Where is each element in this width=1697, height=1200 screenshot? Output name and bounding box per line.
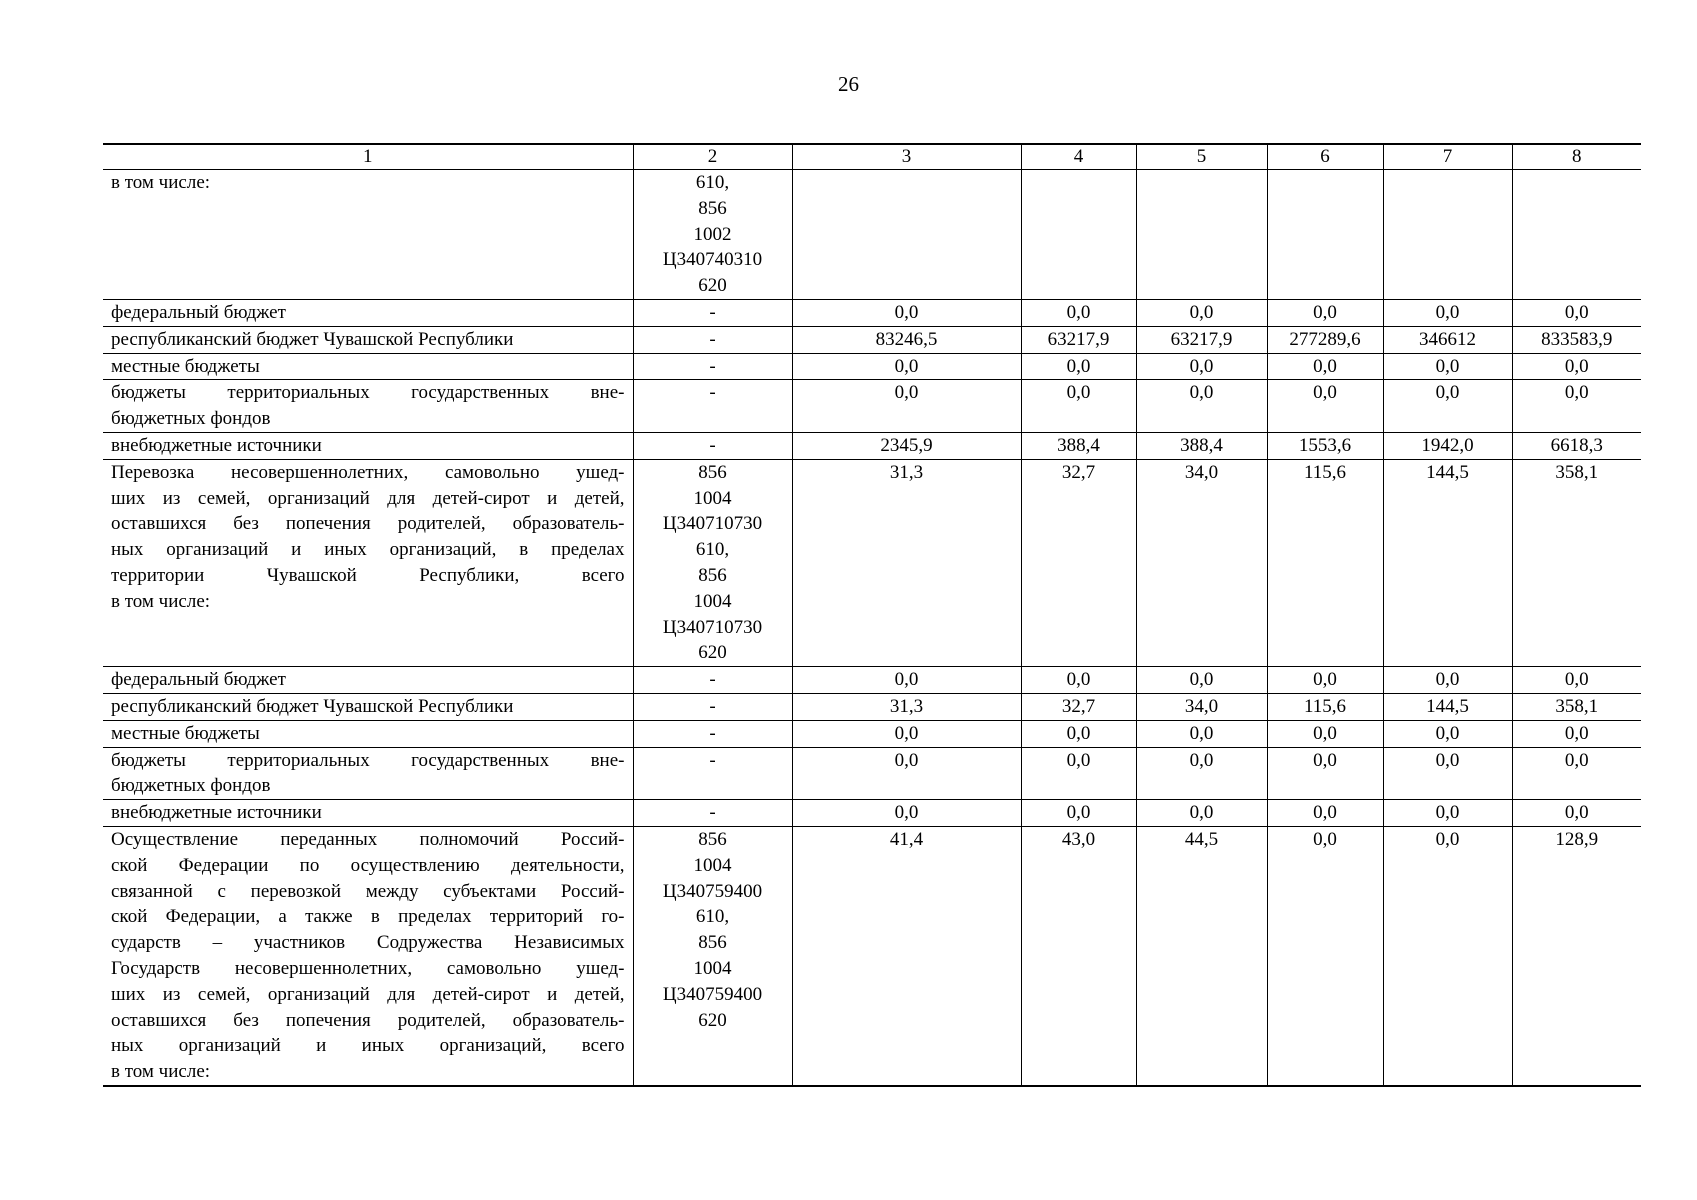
value-cell-col-8: 0,0 (1512, 747, 1641, 800)
row-label-cell (103, 800, 633, 827)
value-cell-col-3: 83246,5 (792, 326, 1021, 353)
row-label-line: сударств – участников Содружества Независимых (111, 932, 625, 954)
value-cell-col-3: 0,0 (792, 720, 1021, 747)
table-row (103, 326, 1641, 353)
budget-code-line: - (709, 749, 716, 771)
value-cell-col-4: 0,0 (1021, 380, 1136, 433)
value-cell-col-8: 0,0 (1512, 299, 1641, 326)
value-cell-col-4: 0,0 (1021, 299, 1136, 326)
value-cell-col-7: 1942,0 (1383, 432, 1512, 459)
value-cell-col-7 (1383, 170, 1512, 300)
column-header: 8 (1512, 144, 1641, 170)
column-header: 6 (1267, 144, 1383, 170)
value-cell-col-4: 43,0 (1021, 826, 1136, 1085)
budget-code-line: 1004 (693, 487, 732, 509)
value-cell-col-6: 0,0 (1267, 747, 1383, 800)
table-row (103, 380, 1641, 433)
value-cell-col-6: 0,0 (1267, 667, 1383, 694)
value-cell-col-7: 0,0 (1383, 299, 1512, 326)
value-cell-col-4 (1021, 170, 1136, 300)
value-cell-col-3: 31,3 (792, 693, 1021, 720)
budget-code-line: 620 (698, 642, 727, 664)
budget-code-line: 856 (698, 932, 727, 954)
value-cell-col-5: 0,0 (1136, 800, 1267, 827)
row-label-line: бюджетных фондов (111, 775, 271, 797)
row-label-line: ской Федерации, а также в пределах территорий го- (111, 906, 625, 928)
row-label-line: республиканский бюджет Чувашской Республики (111, 328, 514, 350)
value-cell-col-8: 0,0 (1512, 720, 1641, 747)
value-cell-col-6: 0,0 (1267, 380, 1383, 433)
value-cell-col-3: 31,3 (792, 459, 1021, 666)
budget-code-line: 1004 (693, 957, 732, 979)
budget-code-line: Ц340710730 (662, 513, 763, 535)
column-header: 1 (103, 144, 633, 170)
value-cell-col-4: 388,4 (1021, 432, 1136, 459)
budget-code-line: Ц340710730 (662, 616, 763, 638)
row-label-line: республиканский бюджет Чувашской Республики (111, 695, 514, 717)
budget-code-line: - (709, 802, 716, 824)
budget-code-cell (633, 326, 792, 353)
value-cell-col-8: 128,9 (1512, 826, 1641, 1085)
value-cell-col-7: 144,5 (1383, 459, 1512, 666)
row-label-line: ской Федерации по осуществлению деятельности, (111, 854, 625, 876)
budget-code-line: 856 (698, 564, 727, 586)
value-cell-col-5: 0,0 (1136, 380, 1267, 433)
row-label-line: Государств несовершеннолетних, самовольно ушед- (111, 957, 625, 979)
column-header: 2 (633, 144, 792, 170)
row-label-cell (103, 667, 633, 694)
value-cell-col-8: 358,1 (1512, 693, 1641, 720)
value-cell-col-7: 0,0 (1383, 720, 1512, 747)
row-label-line: ших из семей, организаций для детей-сирот и детей, (111, 983, 625, 1005)
value-cell-col-6: 115,6 (1267, 459, 1383, 666)
value-cell-col-5: 0,0 (1136, 667, 1267, 694)
column-header: 5 (1136, 144, 1267, 170)
value-cell-col-4: 0,0 (1021, 667, 1136, 694)
table-row (103, 826, 1641, 1085)
value-cell-col-7: 0,0 (1383, 747, 1512, 800)
table-row (103, 353, 1641, 380)
table-row (103, 800, 1641, 827)
value-cell-col-8: 0,0 (1512, 380, 1641, 433)
budget-code-cell (633, 353, 792, 380)
row-label-cell (103, 353, 633, 380)
budget-code-line: 1004 (693, 854, 732, 876)
budget-code-line: - (709, 695, 716, 717)
value-cell-col-8: 0,0 (1512, 353, 1641, 380)
row-label-line: Перевозка несовершеннолетних, самовольно ушед- (111, 461, 625, 483)
budget-code-line: Ц340759400 (662, 983, 763, 1005)
budget-code-line: - (709, 434, 716, 456)
budget-code-line: 620 (698, 275, 727, 297)
budget-code-line: 620 (698, 1009, 727, 1031)
budget-code-line: 856 (698, 461, 727, 483)
page-number: 26 (838, 72, 859, 96)
row-label-line: бюджеты территориальных государственных вне- (111, 749, 625, 771)
row-label-cell (103, 747, 633, 800)
value-cell-col-7: 346612 (1383, 326, 1512, 353)
budget-code-line: - (709, 355, 716, 377)
row-label-line: связанной с перевозкой между субъектами Россий- (111, 880, 625, 902)
row-label-line: в том числе: (111, 590, 211, 612)
column-header: 4 (1021, 144, 1136, 170)
value-cell-col-5: 63217,9 (1136, 326, 1267, 353)
row-label-cell (103, 299, 633, 326)
budget-code-cell (633, 747, 792, 800)
row-label-cell (103, 326, 633, 353)
value-cell-col-4: 0,0 (1021, 353, 1136, 380)
table-body (103, 170, 1641, 1086)
value-cell-col-3: 0,0 (792, 299, 1021, 326)
value-cell-col-6: 0,0 (1267, 826, 1383, 1085)
budget-code-cell (633, 667, 792, 694)
row-label-line: бюджетных фондов (111, 408, 271, 430)
row-label-cell (103, 826, 633, 1085)
row-label-line: федеральный бюджет (111, 301, 286, 323)
row-label-line: федеральный бюджет (111, 669, 286, 691)
budget-code-line: 856 (698, 197, 727, 219)
row-label-cell (103, 432, 633, 459)
table-row (103, 170, 1641, 300)
budget-code-cell (633, 800, 792, 827)
row-label-line: территории Чувашской Республики, всего (111, 564, 625, 586)
budget-code-line: 610, (695, 906, 730, 928)
row-label-line: Осуществление переданных полномочий Россий- (111, 828, 625, 850)
row-label-line: внебюджетные источники (111, 434, 322, 456)
table-row (103, 693, 1641, 720)
value-cell-col-5: 44,5 (1136, 826, 1267, 1085)
row-label-line: ших из семей, организаций для детей-сирот и детей, (111, 487, 625, 509)
row-label-cell (103, 380, 633, 433)
value-cell-col-6: 277289,6 (1267, 326, 1383, 353)
value-cell-col-3: 0,0 (792, 667, 1021, 694)
value-cell-col-8: 0,0 (1512, 667, 1641, 694)
value-cell-col-4: 32,7 (1021, 459, 1136, 666)
value-cell-col-3: 0,0 (792, 800, 1021, 827)
value-cell-col-7: 0,0 (1383, 667, 1512, 694)
table-row (103, 667, 1641, 694)
row-label-cell (103, 170, 633, 300)
value-cell-col-7: 0,0 (1383, 800, 1512, 827)
row-label-line: местные бюджеты (111, 355, 260, 377)
row-label-line: ных организаций и иных организаций, в пределах (111, 539, 625, 561)
value-cell-col-7: 0,0 (1383, 826, 1512, 1085)
budget-code-cell (633, 826, 792, 1085)
budget-code-line: - (709, 382, 716, 404)
value-cell-col-4: 32,7 (1021, 693, 1136, 720)
row-label-line: оставшихся без попечения родителей, образователь- (111, 513, 625, 535)
value-cell-col-4: 63217,9 (1021, 326, 1136, 353)
budget-code-line: 1004 (693, 590, 732, 612)
value-cell-col-5: 0,0 (1136, 747, 1267, 800)
row-label-line: оставшихся без попечения родителей, образователь- (111, 1009, 625, 1031)
budget-code-cell (633, 459, 792, 666)
value-cell-col-6 (1267, 170, 1383, 300)
table-row (103, 432, 1641, 459)
value-cell-col-7: 0,0 (1383, 380, 1512, 433)
value-cell-col-5: 34,0 (1136, 693, 1267, 720)
value-cell-col-7: 144,5 (1383, 693, 1512, 720)
budget-code-line: 1002 (693, 223, 732, 245)
value-cell-col-8: 6618,3 (1512, 432, 1641, 459)
row-label-line: ных организаций и иных организаций, всего (111, 1035, 625, 1057)
table-row (103, 747, 1641, 800)
budget-code-cell (633, 299, 792, 326)
value-cell-col-4: 0,0 (1021, 747, 1136, 800)
value-cell-col-3: 0,0 (792, 353, 1021, 380)
budget-code-line: 610, (695, 539, 730, 561)
budget-code-cell (633, 432, 792, 459)
budget-code-line: Ц340740310 (662, 249, 763, 271)
table-row (103, 299, 1641, 326)
value-cell-col-5: 0,0 (1136, 299, 1267, 326)
budget-table (103, 143, 1641, 1087)
row-label-cell (103, 693, 633, 720)
column-header: 7 (1383, 144, 1512, 170)
value-cell-col-5: 34,0 (1136, 459, 1267, 666)
value-cell-col-6: 0,0 (1267, 299, 1383, 326)
row-label-line: бюджеты территориальных государственных вне- (111, 382, 625, 404)
value-cell-col-7: 0,0 (1383, 353, 1512, 380)
value-cell-col-6: 1553,6 (1267, 432, 1383, 459)
row-label-line: в том числе: (111, 172, 211, 193)
row-label-cell (103, 459, 633, 666)
row-label-line: внебюджетные источники (111, 802, 322, 824)
row-label-cell (103, 720, 633, 747)
table-row (103, 459, 1641, 666)
budget-code-line: 856 (698, 828, 727, 850)
value-cell-col-4: 0,0 (1021, 800, 1136, 827)
value-cell-col-3: 0,0 (792, 747, 1021, 800)
value-cell-col-3 (792, 170, 1021, 300)
value-cell-col-5: 0,0 (1136, 720, 1267, 747)
budget-code-line: 610, (695, 172, 730, 193)
budget-code-line: - (709, 301, 716, 323)
budget-code-cell (633, 170, 792, 300)
column-number-row (103, 144, 1641, 170)
budget-code-line: Ц340759400 (662, 880, 763, 902)
value-cell-col-5: 0,0 (1136, 353, 1267, 380)
value-cell-col-8 (1512, 170, 1641, 300)
budget-code-line: - (709, 722, 716, 744)
row-label-line: местные бюджеты (111, 722, 260, 744)
value-cell-col-6: 0,0 (1267, 720, 1383, 747)
value-cell-col-4: 0,0 (1021, 720, 1136, 747)
value-cell-col-8: 833583,9 (1512, 326, 1641, 353)
value-cell-col-5 (1136, 170, 1267, 300)
budget-code-cell (633, 693, 792, 720)
value-cell-col-3: 2345,9 (792, 432, 1021, 459)
value-cell-col-8: 0,0 (1512, 800, 1641, 827)
budget-code-line: - (709, 669, 716, 691)
row-label-line: в том числе: (111, 1061, 211, 1083)
value-cell-col-3: 0,0 (792, 380, 1021, 433)
budget-code-cell (633, 380, 792, 433)
value-cell-col-8: 358,1 (1512, 459, 1641, 666)
table-row (103, 720, 1641, 747)
budget-code-cell (633, 720, 792, 747)
budget-code-line: - (709, 328, 716, 350)
column-header: 3 (792, 144, 1021, 170)
value-cell-col-3: 41,4 (792, 826, 1021, 1085)
value-cell-col-6: 0,0 (1267, 353, 1383, 380)
value-cell-col-6: 115,6 (1267, 693, 1383, 720)
value-cell-col-5: 388,4 (1136, 432, 1267, 459)
value-cell-col-6: 0,0 (1267, 800, 1383, 827)
